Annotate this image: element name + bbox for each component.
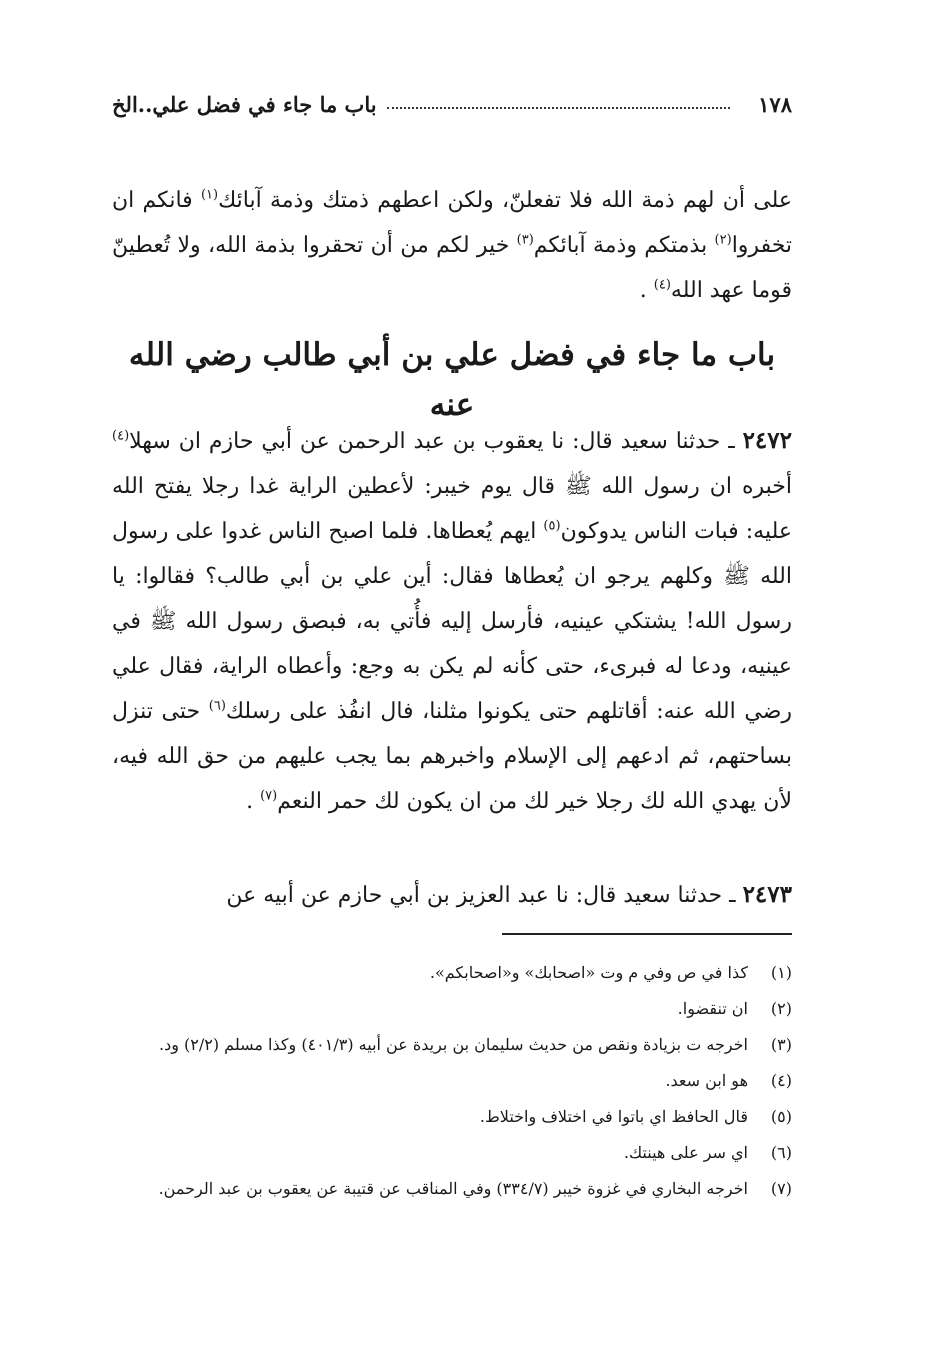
footnote-ref[interactable]: (٦) xyxy=(208,698,226,714)
footnote-text: اخرجه ت بزيادة ونقص من حديث سليمان بن بريدة عن أبيه (٤٠١/٣) وكذا مسلم (٢/٢) ود. xyxy=(159,1035,748,1054)
footnote-item xyxy=(112,1171,792,1207)
hadith-2473 xyxy=(112,872,792,918)
hadith-2472 xyxy=(112,418,792,824)
footnote-number: (٣) xyxy=(770,1035,792,1054)
footnote-number: (٢) xyxy=(770,999,792,1018)
footnote-item xyxy=(112,1063,792,1099)
footnote-text: هو ابن سعد. xyxy=(665,1071,748,1090)
footnote-number: (٤) xyxy=(770,1071,792,1090)
text-segment: فانكم ان تخفروا xyxy=(112,188,793,258)
footnote-ref[interactable]: (٣) xyxy=(516,232,534,248)
text-segment: أخبره ان رسول الله ﷺ قال يوم خيبر: لأعطين الراية غدا رجلا يفتح الله عليه: فبات الناس يدوكون xyxy=(112,474,792,544)
footnote-item xyxy=(112,1099,792,1135)
footnote-number: (٦) xyxy=(770,1143,792,1162)
header-dotted-leader xyxy=(387,107,731,109)
footnote-number: (٥) xyxy=(770,1107,792,1126)
footnote-ref[interactable]: (١) xyxy=(200,187,219,203)
hadith-number: ٢٤٧٢ xyxy=(742,427,792,454)
footnote-text: اخرجه البخاري في غزوة خيبر (٣٣٤/٧) وفي المناقب عن قتيبة عن يعقوب بن عبد الرحمن. xyxy=(158,1179,748,1198)
text-segment: ايهم يُعطاها. فلما اصبح الناس غدوا على رسول الله ﷺ وكلهم يرجو ان يُعطاها فقال: أين علي بن أبي طالب؟ فقالوا: يا رسول الله! يشتكي عينيه، فأرسل إليه فأُتي به، فبصق رسول الله ﷺ في عينيه، ودعا له فبرىء، حتى كأنه لم يكن به وجع: وأعطاه الراية، فقال علي رضي الله عنه: أقاتلهم حتى يكونوا مثلنا، فال انفُذ على رسلك xyxy=(112,519,793,724)
footnote-ref[interactable]: (٧) xyxy=(260,788,278,804)
page-header xyxy=(112,84,792,124)
footnote-item xyxy=(112,991,792,1027)
running-title: باب ما جاء في فضل علي..الخ xyxy=(112,91,377,117)
footnote-ref[interactable]: (٢) xyxy=(714,232,732,248)
hadith-number: ٢٤٧٣ xyxy=(742,881,792,908)
text-segment: بذمتكم وذمة آبائكم xyxy=(533,233,715,258)
footnote-number: (٧) xyxy=(770,1179,792,1198)
footnote-ref[interactable]: (٤) xyxy=(653,277,671,293)
text-segment: ـ حدثنا سعيد قال: نا يعقوب بن عبد الرحمن عن أبي حازم ان سهلا xyxy=(129,429,743,454)
footnote-text: ان تنقضوا. xyxy=(677,999,748,1018)
footnote-text: قال الحافظ اي باتوا في اختلاف واختلاط. xyxy=(479,1107,748,1126)
footnote-number: (١) xyxy=(770,963,792,982)
footnote-text: كذا في ص وفي م وت «اصحابك» و«اصحابكم». xyxy=(429,963,748,982)
text-segment: على أن لهم ذمة الله فلا تفعلنّ، ولكن اعطهم ذمتك وذمة آبائك xyxy=(218,188,793,213)
text-segment: خير لكم من أن تحقروا بذمة الله، ولا تُعطينّ قوما عهد الله xyxy=(112,233,792,303)
footnote-divider xyxy=(502,933,792,935)
footnote-ref[interactable]: (٤) xyxy=(112,428,130,444)
text-segment: ـ حدثنا سعيد قال: نا عبد العزيز بن أبي حازم عن أبيه عن xyxy=(226,883,743,908)
footnote-text: اي سر على هينتك. xyxy=(623,1143,748,1162)
page-number: ١٧٨ xyxy=(758,91,792,117)
paragraph-continuation xyxy=(112,178,792,313)
chapter-title: باب ما جاء في فضل علي بن أبي طالب رضي الله عنه xyxy=(128,337,776,423)
footnote-item xyxy=(112,1135,792,1171)
text-segment: . xyxy=(639,278,654,303)
text-segment: حتى تنزل بساحتهم، ثم ادعهم إلى الإسلام واخبرهم بما يجب عليهم من حق الله فيه، لأن يهدي الله لك رجلا خير لك من ان يكون لك حمر النعم xyxy=(112,699,792,814)
footnote-item xyxy=(112,1027,792,1063)
text-segment: . xyxy=(246,789,261,814)
footnotes-list xyxy=(112,955,792,1207)
footnote-ref[interactable]: (٥) xyxy=(543,518,561,534)
footnote-item xyxy=(112,955,792,991)
